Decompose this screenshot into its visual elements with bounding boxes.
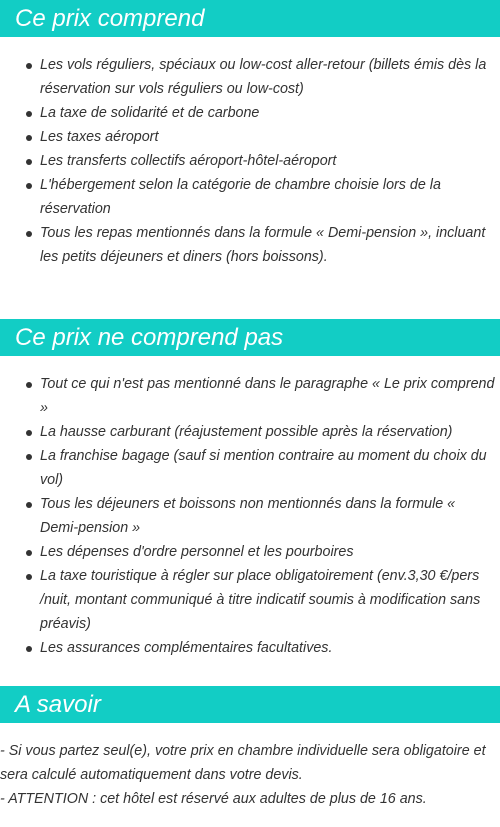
bullet-icon: [26, 159, 32, 165]
list-item: Tous les repas mentionnés dans la formule « Demi-pension », incluant les petits déjeuners et diners (hors boissons).: [0, 221, 500, 269]
bullet-icon: [26, 183, 32, 189]
bullet-icon: [26, 382, 32, 388]
section-header-not-included: [0, 319, 500, 356]
list-item: La hausse carburant (réajustement possible après la réservation): [0, 420, 500, 444]
not-included-list: [0, 372, 500, 660]
bullet-icon: [26, 646, 32, 652]
list-item: Les transferts collectifs aéroport-hôtel-aéroport: [0, 149, 500, 173]
bullet-icon: [26, 550, 32, 556]
section-header-included: [0, 0, 500, 37]
bullet-icon: [26, 111, 32, 117]
section-title: Ce prix comprend: [15, 5, 205, 32]
list-item: La taxe de solidarité et de carbone: [0, 101, 500, 125]
bullet-icon: [26, 454, 32, 460]
bullet-icon: [26, 430, 32, 436]
section-title: A savoir: [15, 691, 101, 718]
list-item: La franchise bagage (sauf si mention contraire au moment du choix du vol): [0, 444, 500, 492]
included-list: [0, 53, 500, 269]
list-item: Les assurances complémentaires facultatives.: [0, 636, 500, 660]
bullet-icon: [26, 231, 32, 237]
section-title: Ce prix ne comprend pas: [15, 324, 284, 351]
list-item: Tout ce qui n'est pas mentionné dans le paragraphe « Le prix comprend »: [0, 372, 500, 420]
list-item: Les dépenses d'ordre personnel et les pourboires: [0, 540, 500, 564]
list-item: Tous les déjeuners et boissons non mentionnés dans la formule « Demi-pension »: [0, 492, 500, 540]
bullet-icon: [26, 135, 32, 141]
list-item: La taxe touristique à régler sur place obligatoirement (env.3,30 €/pers /nuit, montant communiqué à titre indicatif soumis à modification sans préavis): [0, 564, 500, 636]
note-adults-only: - ATTENTION : cet hôtel est réservé aux adultes de plus de 16 ans.: [0, 791, 427, 807]
bullet-icon: [26, 574, 32, 580]
section-header-good-to-know: [0, 686, 500, 723]
list-item: L'hébergement selon la catégorie de chambre choisie lors de la réservation: [0, 173, 500, 221]
note-single-traveller: - Si vous partez seul(e), votre prix en chambre individuelle sera obligatoire et sera calculé automatiquement dans votre devis.: [0, 743, 486, 783]
bullet-icon: [26, 502, 32, 508]
list-item: Les vols réguliers, spéciaux ou low-cost aller-retour (billets émis dès la réservation sur vols réguliers ou low-cost): [0, 53, 500, 101]
list-item: Les taxes aéroport: [0, 125, 500, 149]
bullet-icon: [26, 63, 32, 69]
